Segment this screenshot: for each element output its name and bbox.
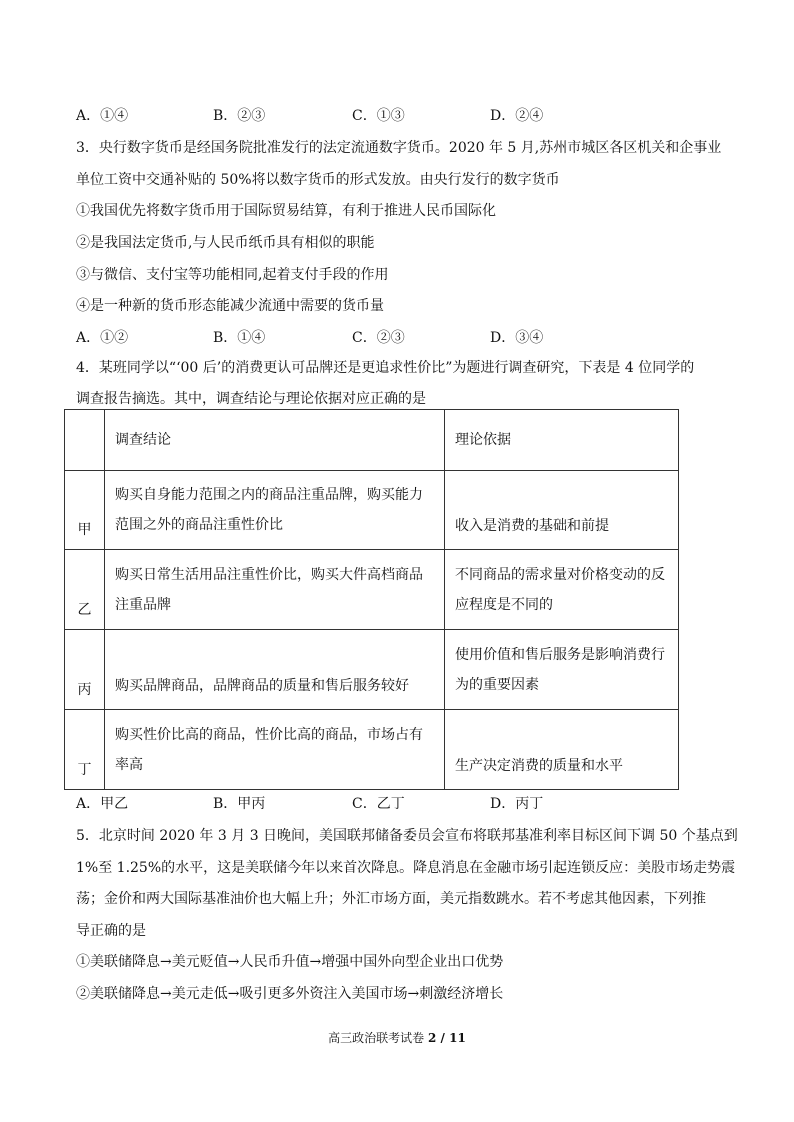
row-conclusion: 购买自身能力范围之内的商品注重品牌，购买能力范围之外的商品注重性价比 [105, 471, 445, 550]
q3-option-b: B．①④ [213, 330, 266, 346]
footer-title: 高三政治联考试卷 [328, 1031, 425, 1045]
table-header-label [65, 410, 105, 471]
q2-option-d: D．②④ [490, 108, 544, 124]
q3-stem-line-2: 单位工资中交通补贴的 50%将以数字货币的形式发放。由央行发行的数字货币 [76, 172, 560, 188]
row-label: 丁 [65, 710, 105, 790]
row-basis: 使用价值和售后服务是影响消费行为的重要因素 [445, 630, 679, 710]
table-row [65, 471, 679, 550]
q4-option-d: D．丙丁 [490, 796, 544, 812]
footer-page-number: 2 / 11 [428, 1031, 466, 1045]
q2-option-b: B．②③ [213, 108, 266, 124]
q5-statement-2: ②美联储降息→美元走低→吸引更多外资注入美国市场→刺激经济增长 [76, 986, 504, 1002]
row-basis: 收入是消费的基础和前提 [445, 471, 679, 550]
q4-stem-line-2: 调查报告摘选。其中，调查结论与理论依据对应正确的是 [76, 391, 426, 407]
table-header-row [65, 410, 679, 471]
row-conclusion: 购买日常生活用品注重性价比，购买大件高档商品注重品牌 [105, 550, 445, 630]
q3-option-c: C．②③ [352, 330, 405, 346]
q5-stem-line-1: 5．北京时间 2020 年 3 月 3 日晚间，美国联邦储备委员会宣布将联邦基准利率目标区间下调 50 个基点到 [76, 828, 738, 844]
table-row [65, 630, 679, 710]
page-footer [0, 1030, 794, 1046]
q2-option-a: A．①④ [76, 108, 129, 124]
q5-stem-line-3: 荡；金价和两大国际基准油价也大幅上升；外汇市场方面，美元指数跳水。若不考虑其他因素，下列推 [76, 891, 706, 907]
table-header-conclusion: 调查结论 [105, 410, 445, 471]
q4-option-a: A．甲乙 [76, 796, 129, 812]
q3-statement-4: ④是一种新的货币形态能减少流通中需要的货币量 [76, 298, 384, 314]
q5-stem-line-4: 导正确的是 [76, 923, 146, 939]
q3-option-d: D．③④ [490, 330, 544, 346]
q5-stem-line-2: 1%至 1.25%的水平，这是美联储今年以来首次降息。降息消息在金融市场引起连锁反应：美股市场走势震 [76, 860, 736, 876]
row-label: 甲 [65, 471, 105, 550]
q3-option-a: A．①② [76, 330, 129, 346]
q3-stem-line-1: 3．央行数字货币是经国务院批准发行的法定流通数字货币。2020 年 5 月,苏州市城区各区机关和企事业 [76, 140, 722, 156]
q4-table [64, 409, 679, 790]
q4-option-c: C．乙丁 [352, 796, 405, 812]
table-header-basis: 理论依据 [445, 410, 679, 471]
row-label: 乙 [65, 550, 105, 630]
q3-statement-3: ③与微信、支付宝等功能相同,起着支付手段的作用 [76, 267, 389, 283]
table-row [65, 550, 679, 630]
q2-option-c: C．①③ [352, 108, 405, 124]
q5-statement-1: ①美联储降息→美元贬值→人民币升值→增强中国外向型企业出口优势 [76, 954, 504, 970]
table-row [65, 710, 679, 790]
q3-statement-2: ②是我国法定货币,与人民币纸币具有相似的职能 [76, 235, 375, 251]
q4-stem-line-1: 4．某班同学以“‘00 后’的消费更认可品牌还是更追求性价比”为题进行调查研究，下表是 4 位同学的 [76, 360, 695, 376]
q3-statement-1: ①我国优先将数字货币用于国际贸易结算，有利于推进人民币国际化 [76, 203, 496, 219]
q4-option-b: B．甲丙 [213, 796, 266, 812]
row-basis: 不同商品的需求量对价格变动的反应程度是不同的 [445, 550, 679, 630]
row-label: 丙 [65, 630, 105, 710]
row-conclusion: 购买品牌商品，品牌商品的质量和售后服务较好 [105, 630, 445, 710]
row-basis: 生产决定消费的质量和水平 [445, 710, 679, 790]
row-conclusion: 购买性价比高的商品，性价比高的商品，市场占有率高 [105, 710, 445, 790]
